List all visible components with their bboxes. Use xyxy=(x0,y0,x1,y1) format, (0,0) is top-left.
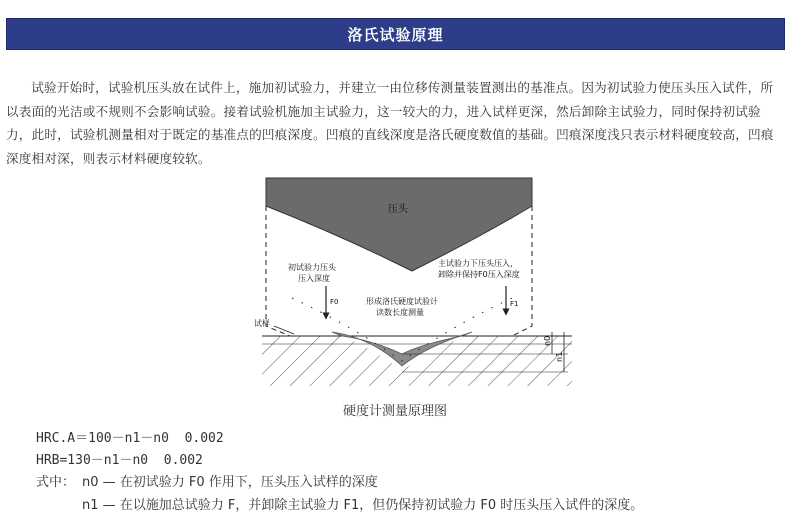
n0-label: n0 xyxy=(543,335,552,346)
hardness-principle-diagram xyxy=(254,176,572,386)
f0-label: F0 xyxy=(330,298,339,306)
figure-caption: 硬度计测量原理图 xyxy=(342,404,447,419)
specimen-label: 试样 xyxy=(254,319,270,328)
n1-label: n1 xyxy=(555,351,564,362)
right-label-line2: 卸除并保持F0压入深度 xyxy=(438,270,520,279)
center-label-line2: 读数长度测量 xyxy=(376,308,424,317)
formula-hrb: HRB=130－n1－n0 0.002 xyxy=(36,453,203,468)
right-label-line1: 主试验力下压头压入， xyxy=(438,259,518,268)
section-title: 洛氏试验原理 xyxy=(347,25,444,44)
note-prefix: 式中： xyxy=(36,475,76,490)
note-n1: n1 — 在以施加总试验力 F，并卸除主试验力 F1，但仍保持初试验力 F0 时压头压入试件的深度。 xyxy=(82,498,644,513)
specimen-body xyxy=(262,336,572,386)
formula-hrca: HRC.A＝100－n1－n0 0.002 xyxy=(36,431,224,446)
specimen-pointer xyxy=(274,326,294,334)
left-label-line1: 初试验力压头 xyxy=(288,263,336,272)
intro-paragraph: 试验开始时，试验机压头放在试件上，施加初试验力，并建立一由位移传测量装置测出的基准点。因为初试验力使压头压入试件，所以表面的光洁或不规则不会影响试验。接着试验机施加主试验力，这一较大的力，进入试样更深，然后卸除主试验力，同时保持初试验力，此时，试验机测量相对于既定的基准点的凹痕深度。凹痕的直线深度是洛氏硬度数值的基础。凹痕深度浅只表示材料硬度较高，凹痕深度相对深，则表示材料硬度较软。 xyxy=(6,80,774,166)
f1-label: F1 xyxy=(510,300,519,308)
note-n0: n0 — 在初试验力 F0 作用下，压头压入试样的深度 xyxy=(82,475,378,490)
center-label-line1: 形成洛氏硬度试验计 xyxy=(366,297,438,306)
left-label-line2: 压入深度 xyxy=(298,274,330,283)
indenter-shape xyxy=(266,178,532,271)
indenter-label: 压头 xyxy=(388,204,408,215)
section-title-bar xyxy=(6,18,785,50)
left-dashed-guide xyxy=(266,206,290,336)
